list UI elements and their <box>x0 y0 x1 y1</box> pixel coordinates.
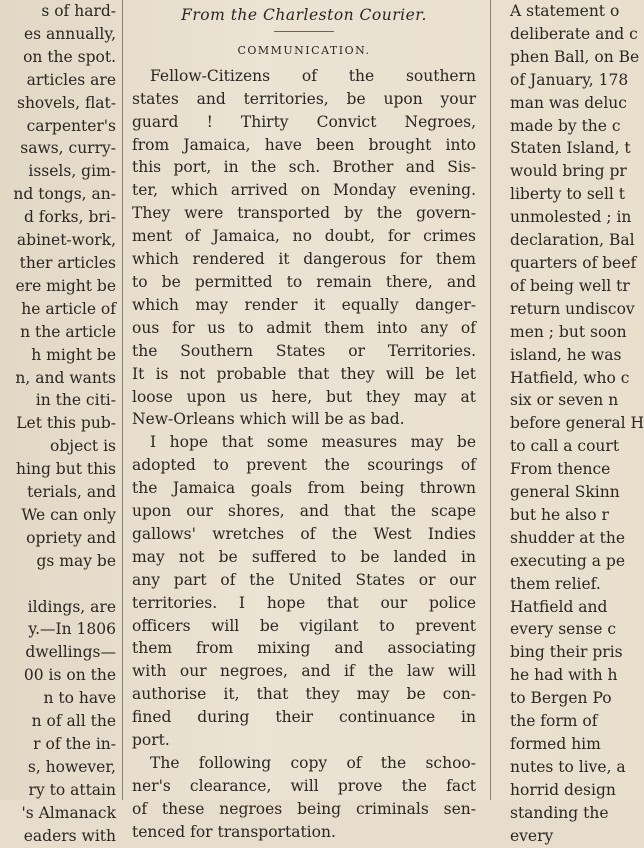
article-line: guard ! Thirty Convict Negroes, <box>132 112 476 131</box>
right-column-line: six or seven n <box>510 391 619 410</box>
article-line: Fellow-Citizens of the southern <box>150 66 476 85</box>
article-line: from Jamaica, have been brought into <box>132 135 476 154</box>
article-line: New-Orleans which will be as bad. <box>132 410 405 429</box>
article-line: upon our shores, and that the scape <box>132 502 476 521</box>
short-divider <box>274 31 334 32</box>
right-column-line: formed him <box>510 735 601 753</box>
article-line: adopted to prevent the scourings of <box>132 456 476 475</box>
right-column-line: them relief. <box>510 574 601 593</box>
article-line: gallows' wretches of the West Indies <box>132 524 476 543</box>
left-column-line: gs may be <box>36 551 116 570</box>
right-column-line: but he also r <box>510 505 609 524</box>
right-column-line: the form of <box>510 712 598 731</box>
right-column-line: liberty to sell t <box>510 185 626 204</box>
right-column-line: of being well tr <box>510 276 630 295</box>
article-line: ment of Jamaica, no doubt, for crimes <box>132 227 476 246</box>
article-line: ter, which arrived on Monday evening. <box>132 181 476 200</box>
left-column-line: ere might be <box>15 276 116 295</box>
right-column-line: Staten Island, t <box>510 139 631 158</box>
left-column-line: articles are <box>26 70 116 89</box>
left-column-line: n, and wants <box>15 368 116 387</box>
left-column-line: s, however, <box>27 757 116 776</box>
right-column-line: bing their pris <box>510 643 623 662</box>
left-column-line: 's Almanack <box>21 803 116 822</box>
left-column-line: carpenter's <box>26 116 116 135</box>
column-rule-left <box>122 0 123 800</box>
right-column-line: Hatfield, who c <box>510 368 630 387</box>
article-line: I hope that some measures may be <box>150 433 476 452</box>
right-column-line: phen Ball, on Be <box>510 47 640 66</box>
left-column-line: object is <box>50 437 116 456</box>
right-column-line: Hatfield and <box>510 597 608 616</box>
left-column-line: s of hard- <box>41 2 116 20</box>
right-column-line: From thence <box>510 460 611 479</box>
right-column-line: shudder at the <box>510 528 626 547</box>
right-column-line: men ; but soon <box>510 322 627 341</box>
article-line: with our negroes, and if the law will <box>132 662 476 681</box>
right-column-line: to Bergen Po <box>510 689 612 708</box>
left-column-line: opriety and <box>26 528 116 547</box>
right-column-line: before general H <box>510 414 644 433</box>
left-column-line: abinet-work, <box>16 231 116 250</box>
article-line: this port, in the sch. Brother and Sis- <box>132 158 476 177</box>
left-column-line: 00 is on the <box>23 666 116 685</box>
left-column-line: terials, and <box>27 483 116 502</box>
section-heading: COMMUNICATION. <box>237 43 371 57</box>
middle-column <box>128 0 480 841</box>
article-line: them from mixing and associating <box>132 639 476 658</box>
left-column-line: nd tongs, an- <box>13 185 116 204</box>
left-column-line: he article of <box>21 299 116 318</box>
right-column-line: unmolested ; in <box>510 208 632 227</box>
left-column-line: on the spot. <box>23 47 116 66</box>
right-column <box>496 0 644 845</box>
left-column-line: ildings, are <box>27 597 116 616</box>
article-line: of these negroes being criminals sen- <box>132 799 476 818</box>
left-column-line: We can only <box>21 505 116 524</box>
right-column-line: made by the c <box>510 116 621 135</box>
article-line: officers will be vigilant to prevent <box>132 616 476 635</box>
right-column-line: A statement o <box>510 2 620 20</box>
left-column-line: in the citi- <box>35 391 116 410</box>
article-line: territories. I hope that our police <box>132 593 476 612</box>
right-column-line: island, he was <box>510 345 622 364</box>
right-column-line: declaration, Bal <box>510 231 635 250</box>
article-line: may not be suffered to be landed in <box>132 547 476 566</box>
right-column-line: horrid design <box>510 780 616 799</box>
right-column-line: quarters of beef <box>510 253 637 272</box>
left-column-line <box>0 573 118 596</box>
article-line: ous for us to admit them into any of <box>132 318 476 337</box>
left-column-line: n of all the <box>31 712 116 731</box>
right-column-line: man was deluc <box>510 93 627 112</box>
left-column-line: es annually, <box>23 24 116 43</box>
article-line: to be permitted to remain there, and <box>132 272 476 291</box>
left-column <box>0 0 118 845</box>
article-paragraph <box>128 65 480 432</box>
left-column-line: h might be <box>31 345 116 364</box>
left-column-line: n to have <box>43 689 116 708</box>
right-column-line: executing a pe <box>510 551 626 570</box>
article-line: any part of the United States or our <box>132 570 476 589</box>
right-column-line: deliberate and c <box>510 24 638 43</box>
article-line: loose upon us here, but they may at <box>132 387 476 406</box>
left-column-line: ry to attain <box>28 780 116 799</box>
article-line: The following copy of the schoo- <box>150 754 476 772</box>
right-column-line: every sense c <box>510 620 617 639</box>
right-column-line: nutes to live, a <box>510 757 626 776</box>
article-line: which rendered it dangerous for them <box>132 250 476 269</box>
right-column-line: standing the <box>510 803 609 822</box>
article-line: the Southern States or Territories. <box>132 341 476 360</box>
article-paragraph <box>128 431 480 752</box>
article-line: fined during their continuance in <box>132 708 476 727</box>
right-column-line: general Skinn <box>510 483 620 502</box>
left-column-line: d forks, bri- <box>23 208 116 227</box>
article-paragraph <box>128 752 480 844</box>
column-rule-right <box>490 0 491 800</box>
left-column-line: eaders with <box>23 826 116 845</box>
article-body <box>128 65 480 844</box>
source-attribution: From the Charleston Courier. <box>181 6 427 24</box>
left-column-line: hing but this <box>16 460 116 479</box>
right-column-line: he had with h <box>510 666 618 685</box>
left-column-line: dwellings— <box>25 643 116 662</box>
article-line: tenced for transportation. <box>132 822 336 841</box>
left-column-line: saws, curry- <box>20 139 116 158</box>
left-column-line: r of the in- <box>33 735 116 753</box>
left-column-line: shovels, flat- <box>16 93 116 112</box>
article-line: They were transported by the govern- <box>132 204 476 223</box>
article-line: ner's clearance, will prove the fact <box>132 776 476 795</box>
article-line: authorise it, that they may be con- <box>132 685 476 704</box>
left-column-line: n the article <box>20 322 116 341</box>
article-line: the Jamaica goals from being thrown <box>132 479 476 498</box>
article-line: It is not probable that they will be let <box>132 364 476 383</box>
left-column-line: Let this pub- <box>16 414 116 433</box>
right-column-line: of January, 178 <box>510 70 629 89</box>
article-line: states and territories, be upon your <box>132 89 476 108</box>
left-column-line: issels, gim- <box>28 162 116 181</box>
right-column-line: every <box>510 826 554 845</box>
left-column-line: y.—In 1806 <box>28 620 116 639</box>
right-column-line: to call a court <box>510 437 620 456</box>
left-column-line: ther articles <box>19 253 116 272</box>
article-line: port. <box>132 731 170 750</box>
article-line: which may render it equally danger- <box>132 295 476 314</box>
right-column-line: return undiscov <box>510 299 635 318</box>
right-column-line: would bring pr <box>510 162 627 181</box>
